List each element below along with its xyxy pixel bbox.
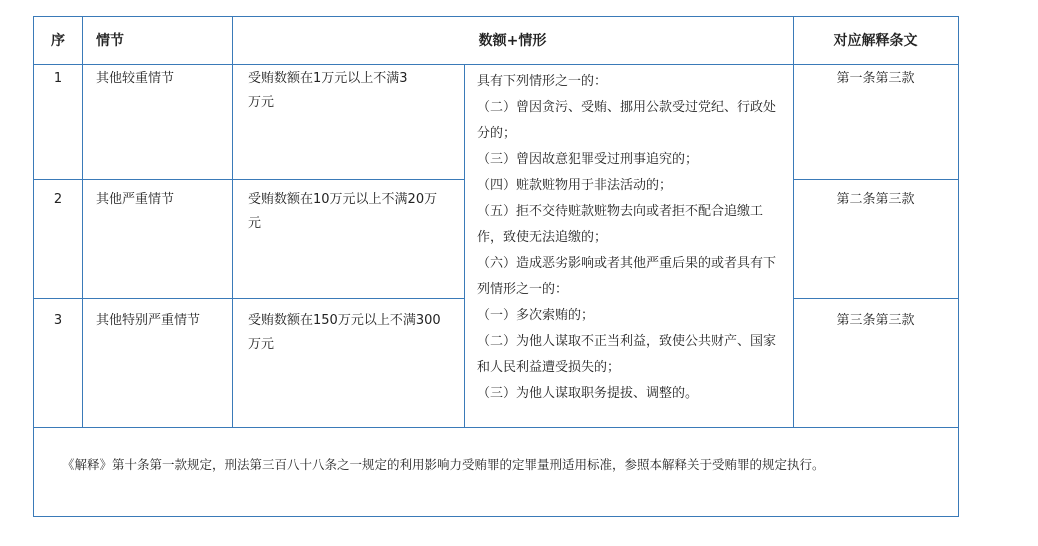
row-3-circumstance: 其他特别严重情节 xyxy=(96,313,201,328)
row-2-circumstance: 其他严重情节 xyxy=(96,192,175,207)
row-1-divider-left xyxy=(34,179,464,180)
row-2-amount: 受贿数额在10万元以上不满20万元 xyxy=(248,192,438,231)
header-index: 序 xyxy=(51,33,65,49)
row-1-circumstance: 其他较重情节 xyxy=(96,71,175,86)
situation-item: 具有下列情形之一的： xyxy=(477,74,608,89)
situation-item: （四）赃款赃物用于非法活动的； xyxy=(477,178,673,193)
row-1-amount: 受贿数额在1万元以上不满3万元 xyxy=(248,71,408,110)
situation-item: （六）造成恶劣影响或者其他严重后果的或者具有下列情形之一的： xyxy=(477,256,777,297)
col-divider-1 xyxy=(82,17,83,427)
footnote: 《解释》第十条第一款规定，刑法第三百八十八条之一规定的利用影响力受贿罪的定罪量刑适用标准，参照本解释关于受贿罪的规定执行。 xyxy=(62,457,825,472)
body-bottom-divider xyxy=(34,427,958,428)
situation-item: （三）曾因故意犯罪受过刑事追究的； xyxy=(477,152,699,167)
situation-item: （三）为他人谋取职务提拔、调整的。 xyxy=(477,386,699,401)
sentencing-table xyxy=(33,16,959,517)
row-1-index: 1 xyxy=(53,71,63,86)
row-2-article: 第二条第三款 xyxy=(836,192,915,207)
row-2-divider-right xyxy=(793,298,958,299)
row-1-divider-right xyxy=(793,179,958,180)
situation-item: （二）为他人谋取不正当利益，致使公共财产、国家和人民利益遭受损失的； xyxy=(477,334,777,375)
situation-item: （二）曾因贪污、受贿、挪用公款受过党纪、行政处分的； xyxy=(477,100,777,141)
header-amount-situation: 数额+情形 xyxy=(478,33,547,49)
row-1-article: 第一条第三款 xyxy=(836,71,915,86)
col-divider-3 xyxy=(464,64,465,427)
situation-item: （五）拒不交待赃款赃物去向或者拒不配合追缴工作，致使无法追缴的； xyxy=(477,204,764,245)
situation-item: （一）多次索贿的； xyxy=(477,308,595,323)
row-2-index: 2 xyxy=(53,192,63,207)
col-divider-2 xyxy=(232,17,233,427)
situations-list xyxy=(477,69,785,407)
row-2-divider-left xyxy=(34,298,464,299)
header-circumstance: 情节 xyxy=(96,33,124,49)
header-article: 对应解释条文 xyxy=(833,33,918,49)
row-3-amount: 受贿数额在150万元以上不满300万元 xyxy=(248,313,441,352)
row-3-article: 第三条第三款 xyxy=(836,313,915,328)
row-3-index: 3 xyxy=(53,313,63,328)
